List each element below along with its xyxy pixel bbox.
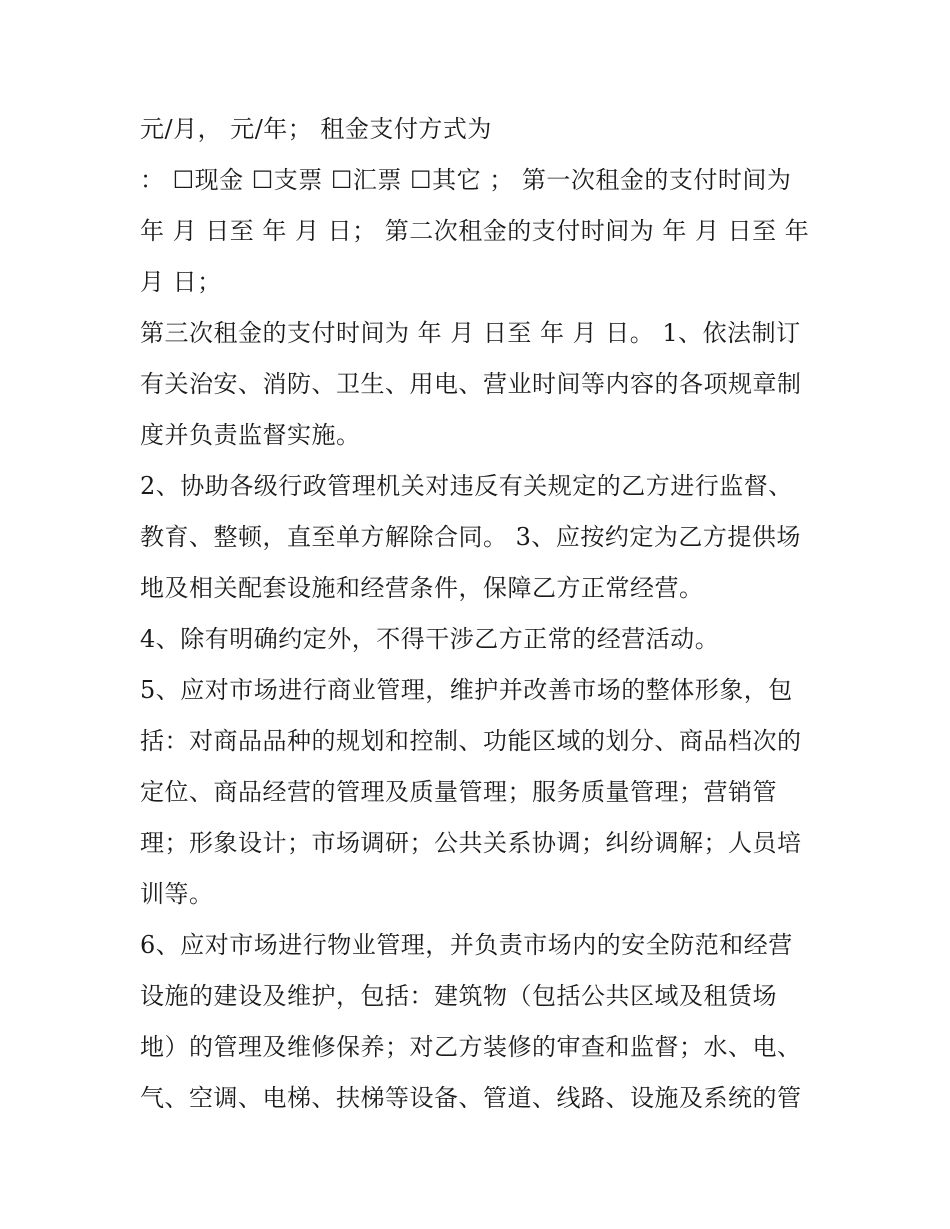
contract-text — [140, 104, 830, 1124]
text-line: 地及相关配套设施和经营条件，保障乙方正常经营。 — [140, 574, 704, 602]
text-line: 地）的管理及维修保养；对乙方装修的审查和监督；水、电、 — [140, 1033, 802, 1061]
text-line: 6、应对市场进行物业管理，并负责市场内的安全防范和经营 — [140, 931, 793, 959]
text-line: 括：对商品品种的规划和控制、功能区域的划分、商品档次的 — [140, 727, 802, 755]
text-line: 气、空调、电梯、扶梯等设备、管道、线路、设施及系统的管 — [140, 1084, 802, 1112]
text-line: 元/月， 元/年； 租金支付方式为 — [140, 115, 492, 143]
text-line: 年 月 日至 年 月 日； 第二次租金的支付时间为 年 月 日至 年 — [140, 217, 810, 245]
text-line: 定位、商品经营的管理及质量管理；服务质量管理；营销管 — [140, 778, 777, 806]
text-line: 教育、整顿，直至单方解除合同。 3、应按约定为乙方提供场 — [140, 523, 801, 551]
text-line: ： ☐现金 ☐支票 ☐汇票 ☐其它 ； 第一次租金的支付时间为 — [140, 166, 792, 194]
text-line: 月 日； — [140, 268, 222, 296]
text-line: 理；形象设计；市场调研；公共关系协调；纠纷调解；人员培 — [140, 829, 802, 857]
text-line: 度并负责监督实施。 — [140, 421, 361, 449]
text-line: 有关治安、消防、卫生、用电、营业时间等内容的各项规章制 — [140, 370, 802, 398]
text-line: 2、协助各级行政管理机关对违反有关规定的乙方进行监督、 — [140, 472, 793, 500]
text-line: 设施的建设及维护，包括：建筑物（包括公共区域及租赁场 — [140, 982, 777, 1010]
text-line: 5、应对市场进行商业管理，维护并改善市场的整体形象，包 — [140, 676, 793, 704]
text-line: 第三次租金的支付时间为 年 月 日至 年 月 日。 1、依法制订 — [140, 319, 801, 347]
text-line: 训等。 — [140, 880, 214, 908]
text-line: 4、除有明确约定外，不得干涉乙方正常的经营活动。 — [140, 625, 720, 653]
